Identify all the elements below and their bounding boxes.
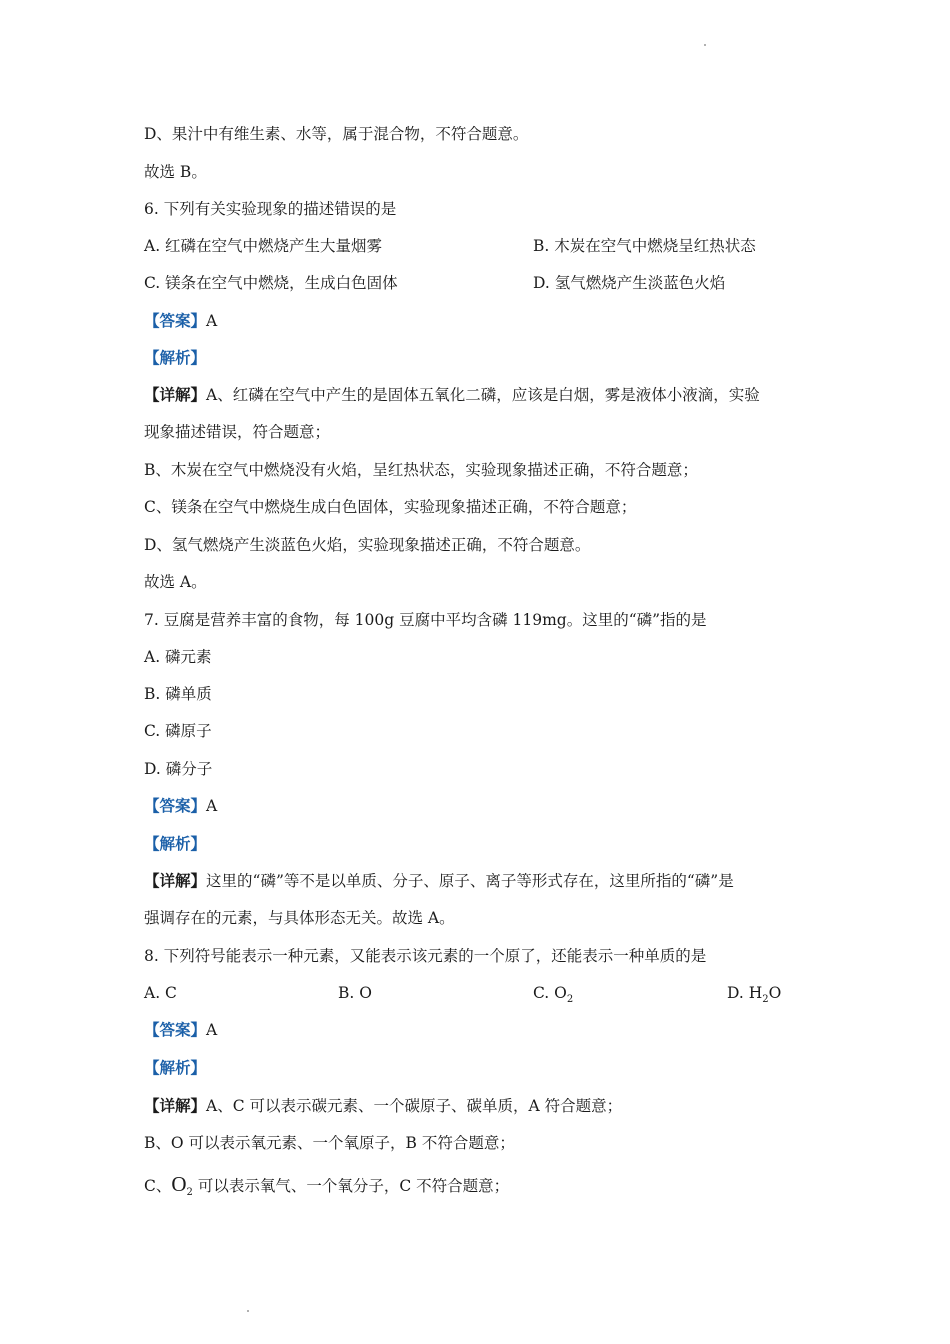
detail-tag: 【详解】 [144, 1096, 207, 1115]
q7-stem: 7. 豆腐是营养丰富的食物，每 100g 豆腐中平均含磷 119mg。这里的“磷”指的是 [144, 611, 707, 629]
detail-text: A、红磷在空气中产生的是固体五氧化二磷，应该是白烟，雾是液体小液滴，实验 [206, 386, 760, 404]
option-d-subscript: 2 [762, 994, 769, 1005]
answer-tag: 【答案】 [144, 311, 207, 330]
answer-value: A [206, 312, 218, 330]
q6-explanation-d: D、氢气燃烧产生淡蓝色火焰，实验现象描述正确，不符合题意。 [144, 536, 591, 554]
scan-dot-top [704, 44, 706, 46]
q5-conclusion: 故选 B。 [144, 163, 207, 181]
q7-option-c: C. 磷原子 [144, 722, 212, 740]
analysis-tag: 【解析】 [144, 348, 207, 367]
q8-option-d [727, 983, 781, 1010]
q7-detail-line1 [144, 871, 734, 891]
q6-explanation-c: C、镁条在空气中燃烧生成白色固体，实验现象描述正确，不符合题意； [144, 498, 637, 516]
q6-analysis-tag [144, 348, 206, 368]
q8-detail-line1 [144, 1096, 622, 1116]
q8-option-b: B. O [338, 984, 372, 1002]
scan-dot-bottom [247, 1310, 249, 1312]
answer-tag: 【答案】 [144, 796, 207, 815]
q6-option-c: C. 镁条在空气中燃烧，生成白色固体 [144, 274, 398, 292]
explanation-c-formula: O [171, 1172, 187, 1196]
answer-value: A [206, 1021, 218, 1039]
q7-detail-line2: 强调存在的元素，与具体形态无关。故选 A。 [144, 909, 455, 927]
q7-answer [144, 796, 217, 816]
option-c-formula: C. O [533, 984, 567, 1002]
q8-option-a: A. C [144, 984, 177, 1002]
explanation-c-subscript: 2 [186, 1187, 193, 1198]
detail-tag: 【详解】 [144, 871, 207, 890]
option-d-formula: D. H [727, 984, 763, 1002]
explanation-c-prefix: C、 [144, 1177, 172, 1195]
q6-stem: 6. 下列有关实验现象的描述错误的是 [144, 200, 397, 218]
q8-analysis-tag [144, 1058, 206, 1078]
q5-option-d-explanation: D、果汁中有维生素、水等，属于混合物，不符合题意。 [144, 125, 529, 143]
q7-option-d: D. 磷分子 [144, 760, 213, 778]
answer-value: A [206, 797, 218, 815]
q6-detail-line2: 现象描述错误，符合题意； [144, 423, 331, 441]
q8-option-c [533, 983, 573, 1010]
q6-explanation-b: B、木炭在空气中燃烧没有火焰，呈红热状态，实验现象描述正确，不符合题意； [144, 461, 698, 479]
q6-detail-line1 [144, 385, 760, 405]
answer-tag: 【答案】 [144, 1020, 207, 1039]
explanation-c-text: 可以表示氧气、一个氧分子，C 不符合题意； [192, 1177, 510, 1195]
q6-option-d: D. 氢气燃烧产生淡蓝色火焰 [533, 274, 726, 292]
detail-tag: 【详解】 [144, 385, 207, 404]
q6-conclusion: 故选 A。 [144, 573, 207, 591]
q8-answer [144, 1020, 217, 1040]
detail-text: A、C 可以表示碳元素、一个碳原子、碳单质，A 符合题意； [206, 1097, 623, 1115]
q8-explanation-b: B、O 可以表示氧元素、一个氧原子，B 不符合题意； [144, 1134, 515, 1152]
option-c-subscript: 2 [566, 994, 574, 1005]
q6-option-b: B. 木炭在空气中燃烧呈红热状态 [533, 237, 756, 255]
q8-stem: 8. 下列符号能表示一种元素，又能表示该元素的一个原了，还能表示一种单质的是 [144, 947, 707, 965]
q6-answer [144, 311, 217, 331]
q7-analysis-tag [144, 834, 206, 854]
option-d-formula-suffix: O [768, 984, 782, 1002]
analysis-tag: 【解析】 [144, 834, 207, 853]
analysis-tag: 【解析】 [144, 1058, 207, 1077]
detail-text: 这里的“磷”等不是以单质、分子、原子、离子等形式存在，这里所指的“磷”是 [206, 872, 734, 890]
q6-option-a: A. 红磷在空气中燃烧产生大量烟雾 [144, 237, 383, 255]
q7-option-b: B. 磷单质 [144, 685, 212, 703]
q7-option-a: A. 磷元素 [144, 648, 212, 666]
q8-explanation-c [144, 1174, 509, 1203]
